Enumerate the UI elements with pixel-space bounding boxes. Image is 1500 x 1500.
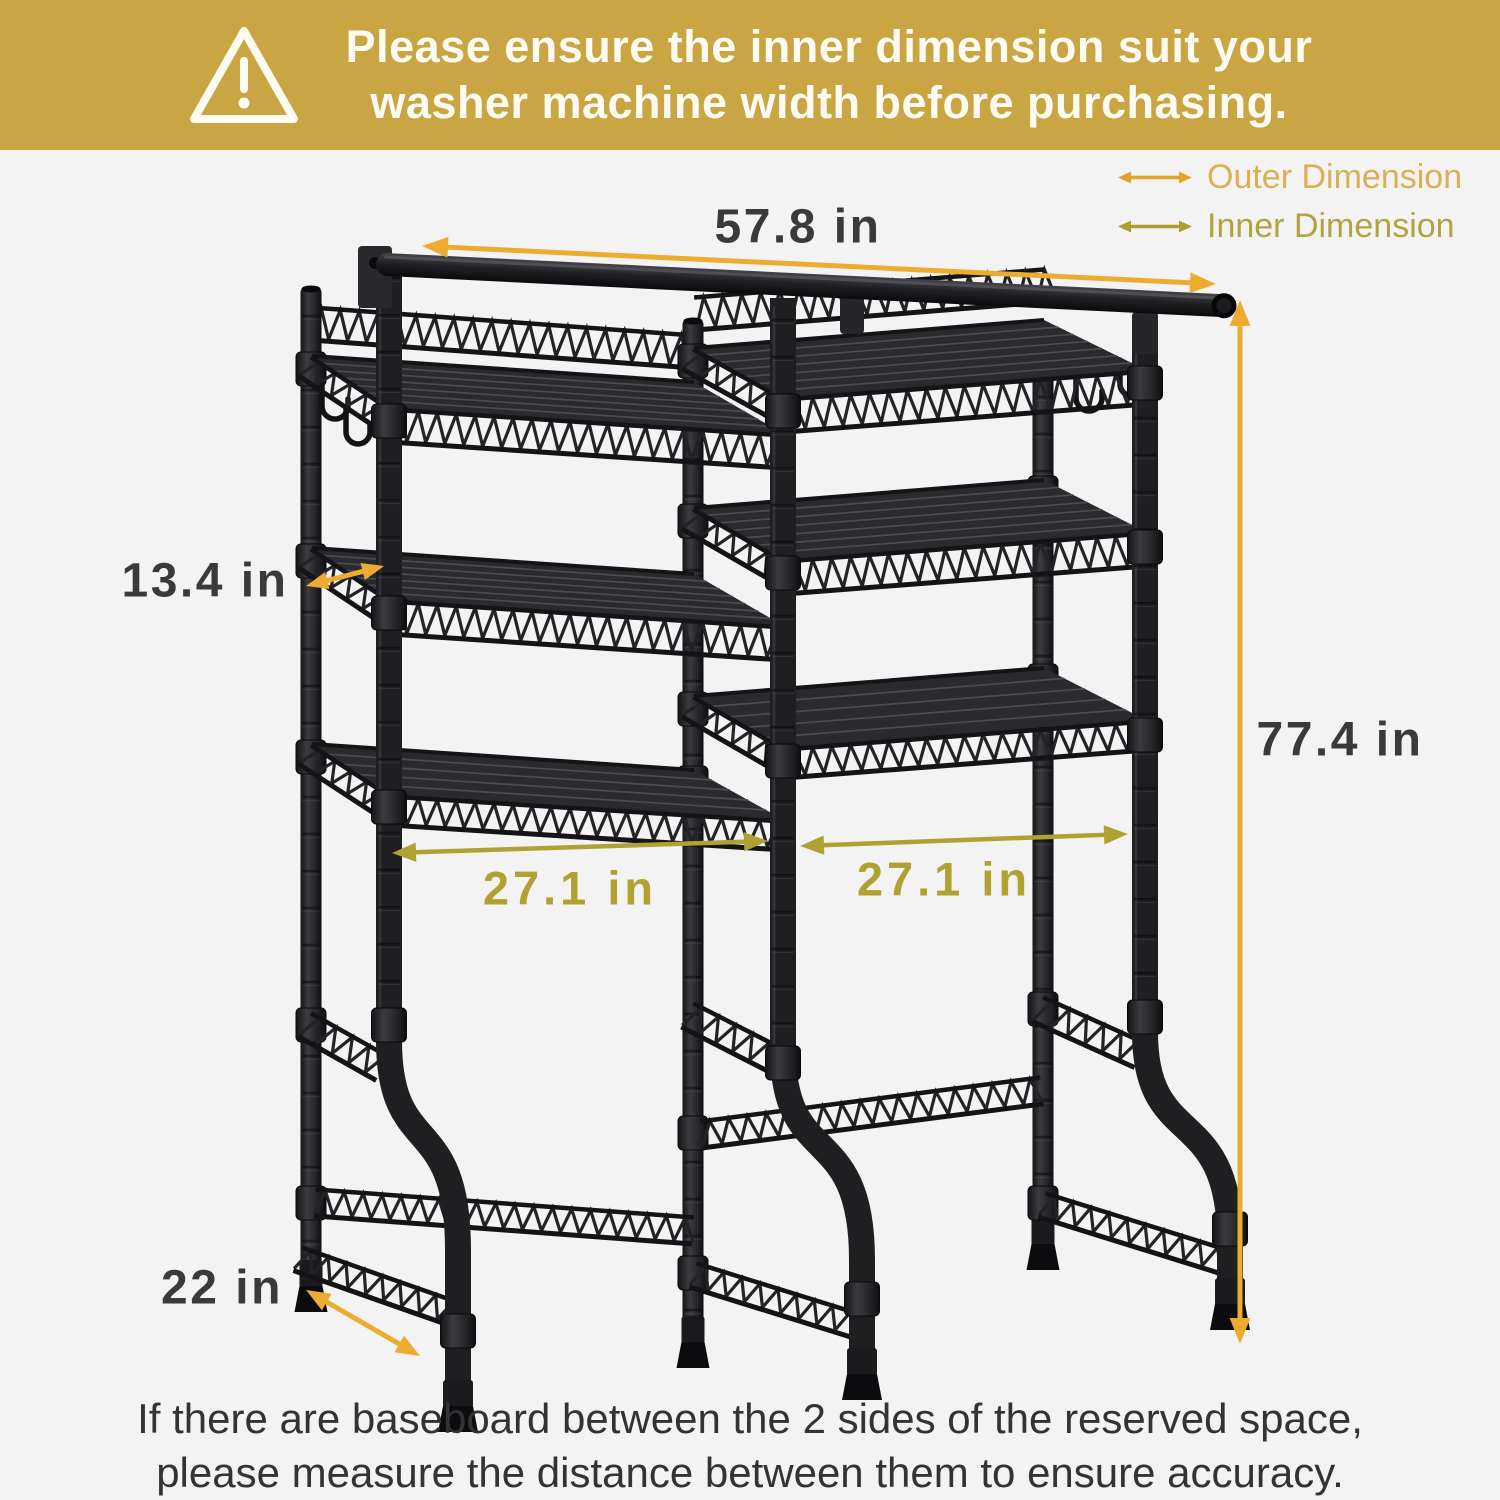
footer-note [0,1392,1500,1500]
label-overall-height: 77.4 in [1256,713,1424,767]
label-shelf-depth: 13.4 in [121,554,289,608]
footer-line-2: please measure the distance between them to ensure accuracy. [156,1449,1344,1496]
label-outer-width: 57.8 in [714,200,882,254]
banner-line-2: washer machine width before purchasing. [370,77,1288,128]
legend-inner-label: Inner Dimension [1207,206,1455,245]
banner-line-1: Please ensure the inner dimension suit your [345,21,1313,72]
footer-line-1: If there are baseboard between the 2 sides of the reserved space, [137,1395,1363,1442]
label-base-depth: 22 in [161,1261,283,1315]
label-inner-width-right: 27.1 in [856,852,1032,906]
legend-outer-label: Outer Dimension [1207,157,1463,196]
label-inner-width-left: 27.1 in [482,861,658,915]
